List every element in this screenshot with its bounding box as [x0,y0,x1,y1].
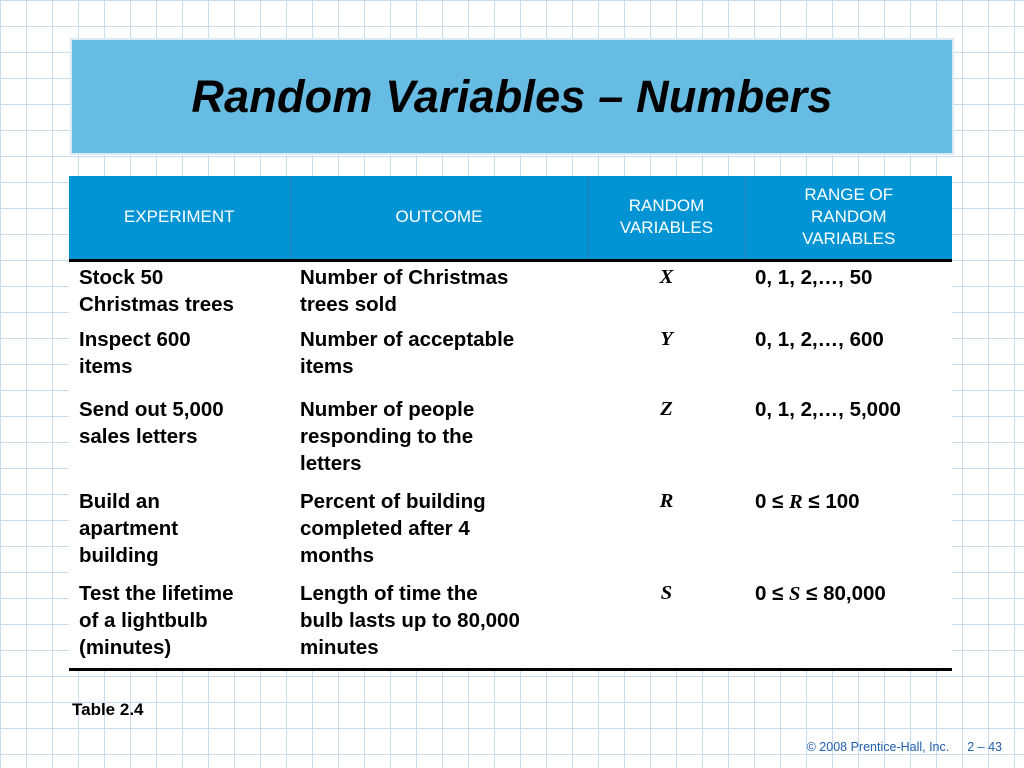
outcome-line: responding to the [300,425,474,448]
cell-outcome [290,260,588,324]
page-number: 2 – 43 [967,740,1002,754]
cell-experiment [69,486,290,578]
table-row [69,486,952,578]
experiment-line: Christmas trees [79,292,234,316]
header-random-variables-line-2: VARIABLES [619,218,714,238]
outcome-line: Number of Christmas [300,265,509,289]
table-header-row [69,176,952,260]
range-prefix: 0, 1, 2,…, 50 [755,265,873,289]
outcome-line: Number of acceptable [300,328,515,351]
outcome-line: letters [300,452,362,475]
random-variables-table-container [69,176,952,671]
outcome-line: trees sold [300,292,397,316]
header-experiment-line: EXPERIMENT [123,207,235,227]
experiment-line: Stock 50 [79,265,164,289]
cell-range [745,578,952,669]
slide-title: Random Variables – Numbers [191,70,833,122]
header-random-variables-line-1: RANDOM [628,196,705,216]
cell-outcome [290,394,588,486]
header-range-line-2: RANDOM [810,207,887,227]
cell-variable: S [588,578,745,669]
range-prefix: 0 ≤ [755,582,790,605]
outcome-line: items [300,355,354,378]
outcome-line: Length of time the [300,582,478,605]
experiment-line: Send out 5,000 [79,398,224,421]
outcome-line: completed after 4 [300,517,470,540]
header-range-line-1: RANGE OF [804,185,894,205]
experiment-line: Test the lifetime [79,582,234,605]
outcome-line: Number of people [300,398,475,421]
cell-experiment [69,324,290,394]
cell-experiment [69,394,290,486]
experiment-line: of a lightbulb [79,609,208,632]
cell-range [745,324,952,394]
outcome-line: minutes [300,636,379,659]
cell-variable: Z [660,398,673,420]
title-banner [70,38,954,155]
table-row [69,394,952,486]
cell-outcome [290,578,588,669]
header-range-line-3: VARIABLES [802,229,896,249]
range-variable: S [789,583,801,605]
experiment-line: sales letters [79,425,198,448]
header-range [745,176,952,260]
outcome-line: Percent of building [300,490,486,513]
cell-variable: X [659,265,674,288]
experiment-line: Build an [79,490,160,513]
cell-experiment [69,260,290,324]
cell-variable: R [659,490,674,512]
experiment-line: items [79,355,133,378]
range-suffix: ≤ 80,000 [800,582,886,605]
random-variables-table [69,176,952,671]
cell-outcome [290,486,588,578]
header-random-variables [588,176,745,260]
header-outcome-line: OUTCOME [395,207,483,227]
outcome-line: bulb lasts up to 80,000 [300,609,520,632]
table-row [69,578,952,669]
cell-experiment [69,578,290,669]
table-row [69,260,952,324]
cell-range [745,394,952,486]
slide-footer [807,740,1002,754]
range-suffix: ≤ 100 [802,490,860,513]
header-experiment [69,176,290,260]
range-prefix: 0, 1, 2,…, 600 [755,328,884,351]
cell-range [745,260,952,324]
experiment-line: building [79,544,159,567]
outcome-line: months [300,544,375,567]
cell-outcome [290,324,588,394]
cell-variable: Y [660,328,673,350]
experiment-line: Inspect 600 [79,328,191,351]
cell-range [745,486,952,578]
experiment-line: (minutes) [79,636,172,659]
range-variable: R [789,491,803,513]
header-outcome [290,176,588,260]
copyright-text: © 2008 Prentice-Hall, Inc. [806,740,950,754]
table-caption: Table 2.4 [72,700,144,719]
range-prefix: 0, 1, 2,…, 5,000 [755,398,901,421]
table-row [69,324,952,394]
experiment-line: apartment [79,517,179,540]
range-prefix: 0 ≤ [755,490,790,513]
